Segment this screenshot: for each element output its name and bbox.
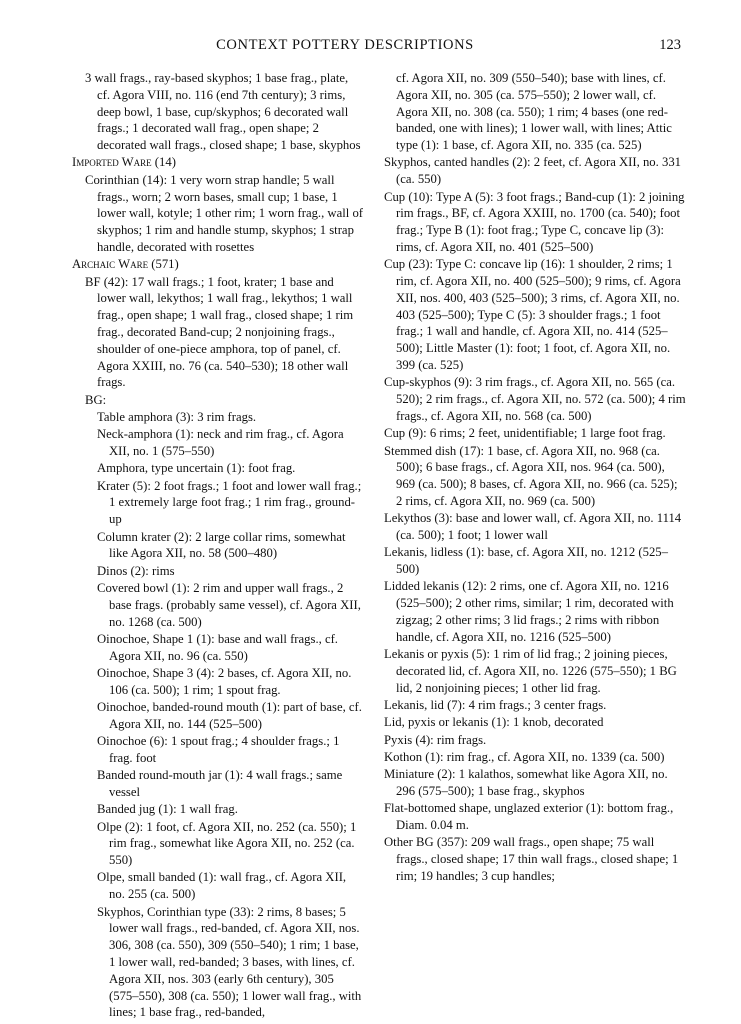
list-item: Covered bowl (1): 2 rim and upper wall frags., 2 base frags. (probably same vessel), cf. Agora XII, no. 1268 (ca. 500) [97, 580, 361, 629]
list-item: Stemmed dish (17): 1 base, cf. Agora XII, no. 968 (ca. 500); 6 base frags., cf. Agora XII, nos. 964 (ca. 500), 969 (ca. 500); 8 bases, cf. Agora XII, no. 966 (ca. 525); 2 rims, cf. Agora XII, no. 969 (ca. 500) [384, 443, 678, 508]
list-item: Pyxis (4): rim frags. [384, 732, 487, 747]
list-item: Oinochoe (6): 1 spout frag.; 4 shoulder frags.; 1 frag. foot [97, 734, 340, 765]
list-item: Lekanis, lidless (1): base, cf. Agora XII, no. 1212 (525–500) [384, 545, 668, 577]
left-column [72, 70, 364, 1022]
list-item: 3 wall frags., ray-based skyphos; 1 base frag., plate, cf. Agora VIII, no. 116 (end 7th century); 3 rims, deep bowl, 1 base, cup/skyphos; 6 decorated wall frags.; 1 decorated wall frag., open shape; 2 decorated wall frags., closed shape; 1 base, skyphos [85, 71, 361, 153]
list-item: Lekanis, lid (7): 4 rim frags.; 3 center frags. [384, 697, 607, 712]
list-item: Neck-amphora (1): neck and rim frag., cf. Agora XII, no. 1 (575–550) [97, 427, 344, 459]
list-item: Lekanis or pyxis (5): 1 rim of lid frag.; 2 joining pieces, decorated lid, cf. Agora XII, no. 1226 (575–550); 1 BG lid, 2 nonjoining pieces; 1 other lid frag. [384, 647, 677, 695]
list-item: Banded jug (1): 1 wall frag. [97, 802, 238, 817]
list-item: Oinochoe, Shape 1 (1): base and wall frags., cf. Agora XII, no. 96 (ca. 550) [97, 631, 338, 663]
running-header: CONTEXT POTTERY DESCRIPTIONS [216, 37, 474, 53]
list-item: Corinthian (14): 1 very worn strap handle; 5 wall frags., worn; 2 worn bases, small cup; 1 base, 1 lower wall, kotyle; 1 other rim; 1 worn frag., wall of skyphos; 1 rim and handle stump, skyphos; 1 strap handle, decorated with rosettes [85, 172, 364, 254]
list-item: Oinochoe, banded-round mouth (1): part of base, cf. Agora XII, no. 144 (525–500) [97, 699, 362, 731]
list-item: Olpe, small banded (1): wall frag., cf. Agora XII, no. 255 (ca. 500) [97, 870, 347, 902]
list-item: Other BG (357): 209 wall frags., open shape; 75 wall frags., closed shape; 17 thin wall frags., closed shape; 1 rim; 19 handles; 3 cup handles; [384, 835, 679, 883]
list-item: Olpe (2): 1 foot, cf. Agora XII, no. 252 (ca. 550); 1 rim frag., somewhat like Agora XII, no. 252 (ca. 550) [97, 819, 357, 868]
list-item: cf. Agora XII, no. 309 (550–540); base with lines, cf. Agora XII, no. 305 (ca. 575–550); 2 lower wall, cf. Agora XII, no. 308 (ca. 550); 1 rim; 4 bases (one red-banded, one with lines); 1 lower wall, with lines; Attic type (1): 1 base, cf. Agora XII, no. 335 (ca. 525) [396, 71, 672, 153]
bg-list [72, 409, 364, 1021]
section-heading: Archaic Ware (571) [72, 257, 179, 272]
list-item: Krater (5): 2 foot frags.; 1 foot and lower wall frag.; 1 extremely large foot frag.; 1 rim frag., ground-up [97, 478, 362, 527]
list-item: Cup-skyphos (9): 3 rim frags., cf. Agora XII, no. 565 (ca. 520); 2 rim frags., cf. Agora XII, no. 572 (ca. 500); 4 rim frags., cf. Agora XII, no. 568 (ca. 500) [384, 375, 686, 423]
list-item: Cup (23): Type C: concave lip (16): 1 shoulder, 2 rims; 1 rim, cf. Agora XII, no. 400 (525–500); 9 rims, cf. Agora XII, nos. 400, 403 (525–500); 3 rims, cf. Agora XII, no. 403 (525–500); Type C (5): 3 shoulder frags.; 1 foot frag.; 1 wall and handle, cf. Agora XII, no. 414 (525–500); Little Master (1): foot; 1 foot, cf. Agora XII, no. 399 (ca. 525) [384, 257, 681, 373]
right-column [384, 70, 686, 885]
list-item: Cup (10): Type A (5): 3 foot frags.; Band-cup (1): 2 joining rim frags., BF, cf. Agora XXIII, no. 1700 (ca. 540); foot frag.; Type B (1): foot frag.; Type C, concave lip (3): rims, cf. Agora XII, no. 401 (525–500) [384, 189, 685, 254]
list-item: Flat-bottomed shape, unglazed exterior (1): bottom frag., Diam. 0.04 m. [384, 801, 674, 833]
subsection-label: BG: [85, 392, 107, 407]
list-item: Banded round-mouth jar (1): 4 wall frags.; same vessel [97, 768, 343, 799]
list-item: Amphora, type uncertain (1): foot frag. [97, 461, 296, 476]
list-item: Kothon (1): rim frag., cf. Agora XII, no. 1339 (ca. 500) [384, 749, 665, 764]
page-number: 123 [659, 37, 681, 53]
list-item: BF (42): 17 wall frags.; 1 foot, krater; 1 base and lower wall, lekythos; 1 wall frag., lekythos; 1 wall frag., open shape; 1 wall frag., closed shape; 1 rim frag., decorated Band-cup; 2 nonjoining frags., shoulder of one-piece amphora, top of panel, cf. Agora XXIII, no. 76 (ca. 540–530); 18 other wall frags. [85, 274, 354, 390]
list-item: Skyphos, canted handles (2): 2 feet, cf. Agora XII, no. 331 (ca. 550) [384, 155, 682, 187]
list-item: Lekythos (3): base and lower wall, cf. Agora XII, no. 1114 (ca. 500); 1 foot; 1 lower wall [384, 511, 682, 543]
list-item: Skyphos, Corinthian type (33): 2 rims, 8 bases; 5 lower wall frags., red-banded, cf. Agora XII, nos. 306, 308 (ca. 550), 309 (550–540); 1 rim; 1 base, 1 lower wall, red-banded; 3 bases, with lines, cf. Agora XII, nos. 303 (early 6th century), 305 (575–550), 308 (ca. 550); 1 lower wall frag., with lines; 1 base frag., red-banded, [97, 904, 362, 1020]
list-item: Oinochoe, Shape 3 (4): 2 bases, cf. Agora XII, no. 106 (ca. 500); 1 rim; 1 spout frag. [97, 665, 352, 697]
section-heading: Imported Ware (14) [72, 155, 176, 170]
list-item: Cup (9): 6 rims; 2 feet, unidentifiable; 1 large foot frag. [384, 426, 666, 441]
list-item: Dinos (2): rims [97, 563, 175, 578]
right-list [384, 154, 686, 884]
list-item: Table amphora (3): 3 rim frags. [97, 409, 257, 424]
list-item: Lidded lekanis (12): 2 rims, one cf. Agora XII, no. 1216 (525–500); 2 other rims, similar; 1 rim, decorated with zigzag; 2 other rims; 3 lid frags.; 2 rims with ribbon handle, cf. Agora XII, no. 1216 (525–500) [384, 579, 674, 644]
list-item: Lid, pyxis or lekanis (1): 1 knob, decorated [384, 715, 604, 730]
list-item: Column krater (2): 2 large collar rims, somewhat like Agora XII, no. 58 (500–480) [97, 529, 346, 561]
list-item: Miniature (2): 1 kalathos, somewhat like Agora XII, no. 296 (575–500); 1 base frag., skyphos [384, 767, 668, 798]
